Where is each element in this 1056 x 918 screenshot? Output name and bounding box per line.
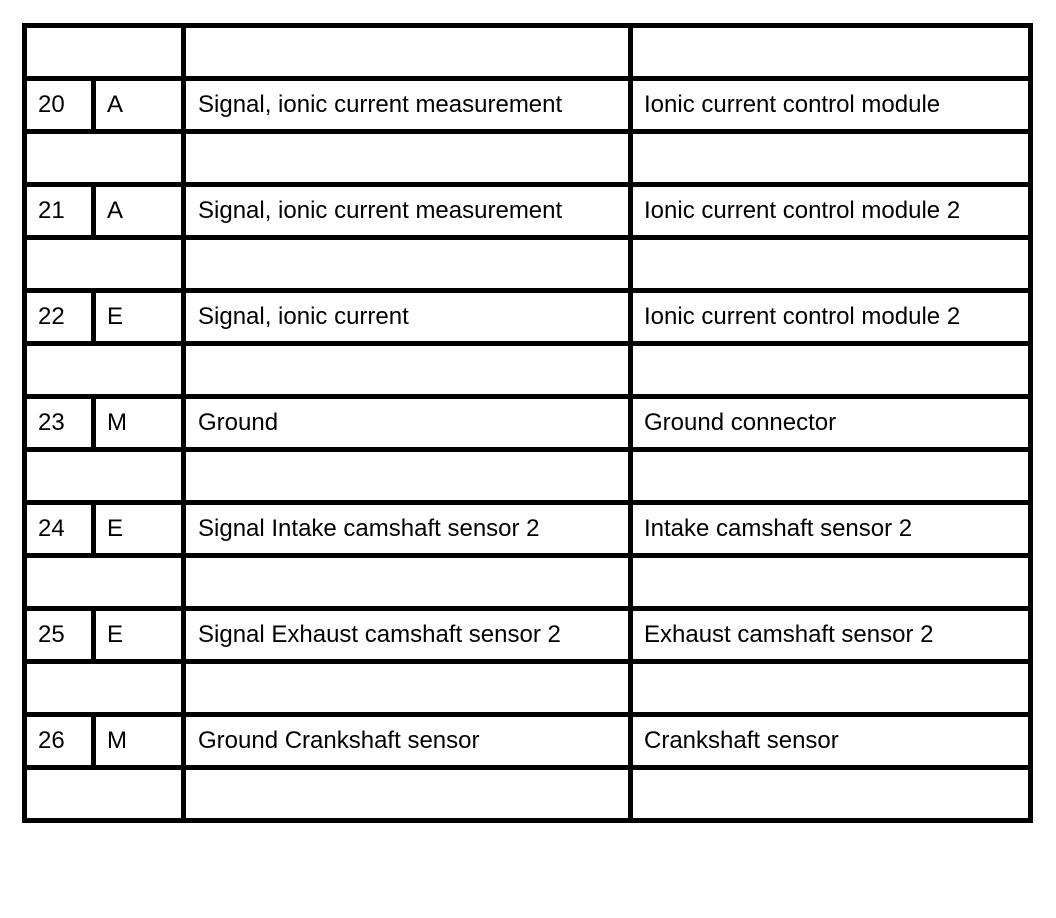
pin-row [25,397,1031,450]
pin-row [25,715,1031,768]
pin-table-body [25,26,1031,821]
empty-cell [631,238,1031,291]
empty-cell [631,344,1031,397]
pin-number-cell: 21 [25,185,94,238]
spacer-row [25,450,1031,503]
empty-cell [25,238,184,291]
component-cell: Intake camshaft sensor 2 [631,503,1031,556]
component-cell: Ionic current control module 2 [631,185,1031,238]
empty-cell [184,26,631,79]
signal-type-cell: E [94,291,184,344]
empty-cell [184,238,631,291]
pin-assignment-table [22,23,1033,823]
empty-cell [184,344,631,397]
empty-cell [25,26,184,79]
signal-description-cell: Signal, ionic current measurement [184,79,631,132]
signal-type-cell: M [94,397,184,450]
component-cell: Ionic current control module [631,79,1031,132]
component-cell: Ground connector [631,397,1031,450]
signal-description-cell: Signal, ionic current measurement [184,185,631,238]
empty-cell [631,556,1031,609]
spacer-row [25,344,1031,397]
signal-description-cell: Ground Crankshaft sensor [184,715,631,768]
empty-cell [184,132,631,185]
pin-row [25,609,1031,662]
empty-cell [25,132,184,185]
signal-description-cell: Signal Exhaust camshaft sensor 2 [184,609,631,662]
signal-type-cell: M [94,715,184,768]
pin-number-cell: 25 [25,609,94,662]
pin-number-cell: 26 [25,715,94,768]
empty-cell [184,662,631,715]
signal-type-cell: A [94,79,184,132]
empty-cell [25,768,184,821]
spacer-row [25,662,1031,715]
empty-cell [631,26,1031,79]
signal-type-cell: A [94,185,184,238]
pin-row [25,79,1031,132]
empty-cell [25,344,184,397]
empty-cell [631,662,1031,715]
empty-cell [631,132,1031,185]
spacer-row [25,238,1031,291]
pin-row [25,291,1031,344]
spacer-row [25,26,1031,79]
pin-number-cell: 24 [25,503,94,556]
signal-type-cell: E [94,503,184,556]
empty-cell [631,450,1031,503]
pin-row [25,185,1031,238]
spacer-row [25,768,1031,821]
empty-cell [25,662,184,715]
empty-cell [184,768,631,821]
signal-description-cell: Signal Intake camshaft sensor 2 [184,503,631,556]
signal-description-cell: Signal, ionic current [184,291,631,344]
empty-cell [25,556,184,609]
pin-number-cell: 23 [25,397,94,450]
signal-description-cell: Ground [184,397,631,450]
empty-cell [631,768,1031,821]
component-cell: Ionic current control module 2 [631,291,1031,344]
empty-cell [184,556,631,609]
component-cell: Crankshaft sensor [631,715,1031,768]
spacer-row [25,556,1031,609]
signal-type-cell: E [94,609,184,662]
pin-row [25,503,1031,556]
pin-number-cell: 20 [25,79,94,132]
component-cell: Exhaust camshaft sensor 2 [631,609,1031,662]
empty-cell [25,450,184,503]
spacer-row [25,132,1031,185]
pin-number-cell: 22 [25,291,94,344]
empty-cell [184,450,631,503]
